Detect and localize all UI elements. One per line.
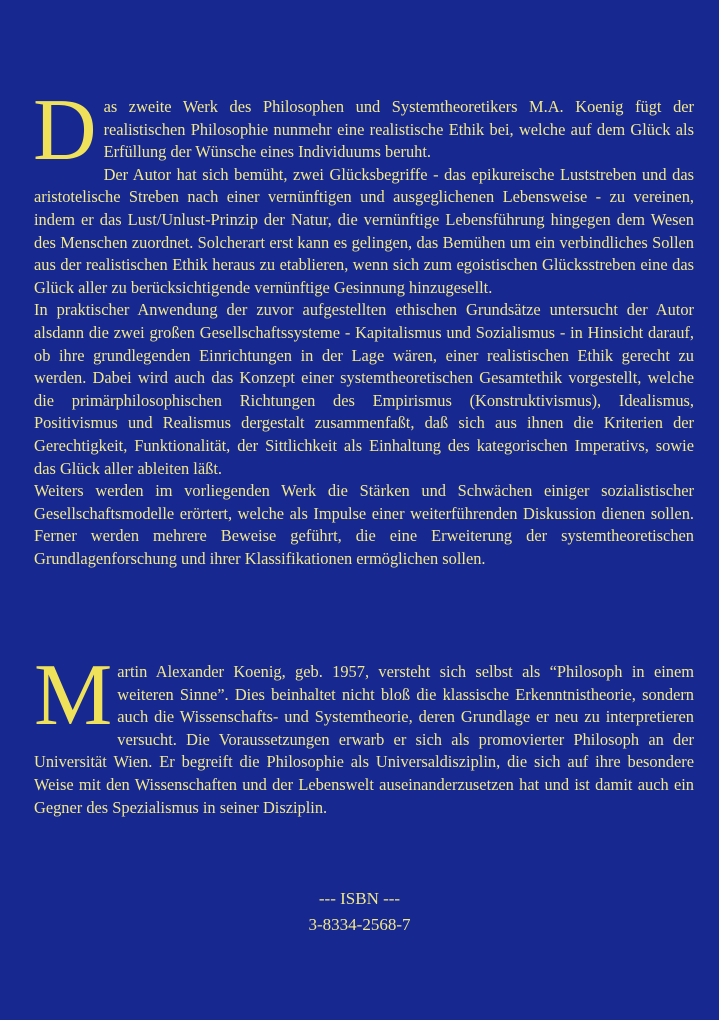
biography-paragraph: artin Alexander Koenig, geb. 1957, versteht sich selbst als “Philosoph in einem weiteren Sinne”. Dies beinhaltet nicht bloß die klassische Erkenntnistheorie, sondern auch die Wissenschafts- und Systemtheorie, deren Grundlage er neu zu interpretieren versucht. Die Voraussetzungen erwarb er sich als promovierter Philosoph an der Universität Wien. Er begreift die Philosophie als Universaldisziplin, die sich auf ihre besondere Weise mit den Wissenschaften und der Lebenswelt auseinanderzusetzen hat und ist damit auch ein Gegner des Spezialismus in seiner Disziplin. [34,662,694,817]
book-description [33,82,694,570]
author-biography [34,647,694,819]
isbn-label: --- ISBN --- [318,889,401,908]
isbn-block [0,886,719,938]
dropcap-m: M [34,647,113,744]
description-paragraph-3: In praktischer Anwendung der zuvor aufgestellten ethischen Grundsätze untersucht der Autor alsdann die zwei großen Gesellschaftssysteme - Kapitalismus und Sozialismus - in Hinsicht darauf, ob ihre grundlegenden Einrichtungen in der Lage wären, einer realistischen Ethik gerecht zu werden. Dabei wird auch das Konzept einer systemtheoretischen Gesamtethik vorgestellt, welche die primärphilosophischen Richtungen des Empirismus (Konstruktivismus), Idealismus, Positivismus und Realismus dergestalt zusammenfaßt, daß sich aus ihnen die Kriterien der Gerechtigkeit, Funktionalität, der Sittlichkeit als Einhaltung des kategorischen Imperativs, sowie das Glück aller ableiten läßt. [34,300,694,478]
description-paragraph-2: Der Autor hat sich bemüht, zwei Glücksbegriffe - das epikureische Luststreben und das aristotelische Streben nach einer vernünftigen und ausgeglichenen Lebensweise - zu vereinen, indem er das Lust/Unlust-Prinzip der Natur, die vernünftige Lebensführung hingegen dem Wesen des Menschen zuordnet. Solcherart erst kann es gelingen, das Bemühen um ein verbindliches Sollen aus der realistischen Ethik heraus zu etablieren, wenn sich zum egoistischen Glücksstreben eine das Glück aller zu berücksichtigende vernünftige Gesinnung hinzugesellt. [34,164,694,297]
isbn-number: 3-8334-2568-7 [308,915,411,934]
dropcap-d: D [33,82,97,179]
description-paragraph-1: as zweite Werk des Philosophen und Systemtheoretikers M.A. Koenig fügt der realistischen Philosophie nunmehr eine realistische Ethik bei, welche auf dem Glück als Erfüllung der Wünsche eines Individuums beruht. [103,97,694,162]
description-paragraph-4: Weiters werden im vorliegenden Werk die Stärken und Schwächen einiger sozialistischer Gesellschaftsmodelle erörtert, welche als Impulse einer weiterführenden Diskussion dienen sollen. Ferner werden mehrere Beweise geführt, die eine Erweiterung der systemtheoretischen Grundlagenforschung und ihrer Klassifikationen ermöglichen sollen. [34,481,694,568]
